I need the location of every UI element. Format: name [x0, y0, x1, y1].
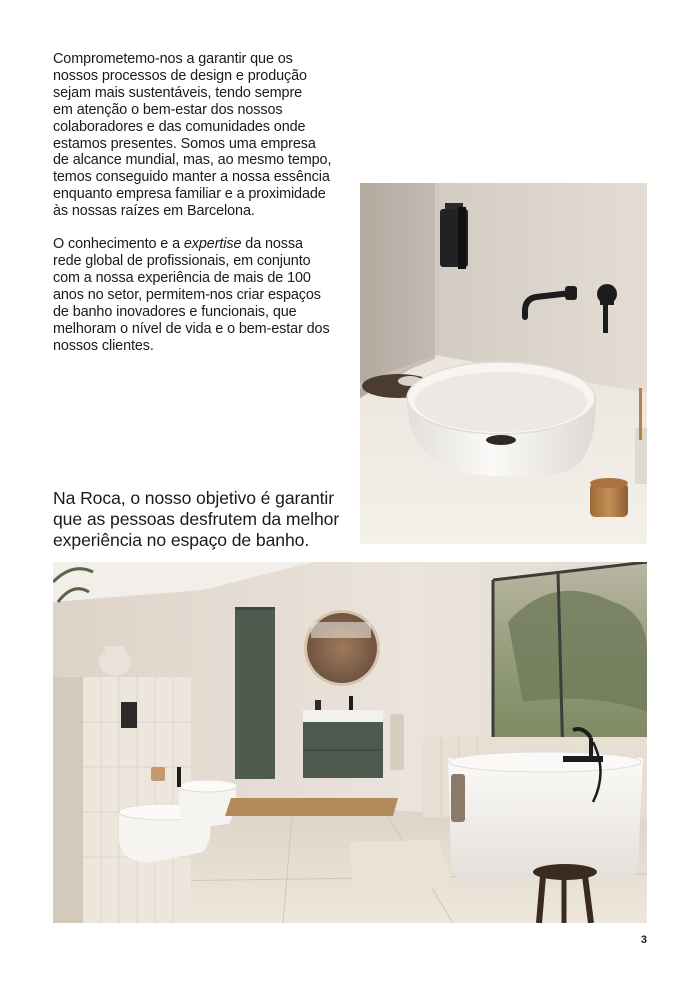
intro-paragraph-2-end: da nossa rede global de profissionais, em conjunto com a nossa experiência de mais de 100 anos no setor, permitem-nos criar espaços de banho inovadores e funcionais, que melhoram o nível de vida e o bem-estar dos nossos clientes.	[53, 236, 330, 354]
intro-paragraph-2	[53, 236, 348, 354]
intro-paragraph-1: Comprometemo-nos a garantir que os nossos processos de design e produção sejam mais sustentáveis, tendo sempre em atenção o bem-estar dos nossos colaboradores e das comunidades onde estamos presentes. Somos uma empresa de alcance mundial, mas, ao mesmo tempo, temos conseguido manter a nossa essência enquanto empresa familiar e a proximidade às nossas raízes em Barcelona.	[53, 51, 332, 220]
countertop-basin-illustration	[360, 183, 647, 544]
bathroom-interior-illustration	[53, 562, 647, 923]
expertise-emphasis: expertise	[183, 236, 242, 253]
headline: Na Roca, o nosso objetivo é garantir que as pessoas desfrutem da melhor experiência no espaço de banho.	[53, 488, 340, 550]
intro-text	[53, 51, 348, 354]
intro-paragraph-2-start: O conhecimento e a	[53, 236, 184, 253]
bathroom-interior-photo	[53, 562, 647, 923]
countertop-basin-photo	[360, 183, 647, 544]
page-number: 3	[640, 934, 647, 946]
